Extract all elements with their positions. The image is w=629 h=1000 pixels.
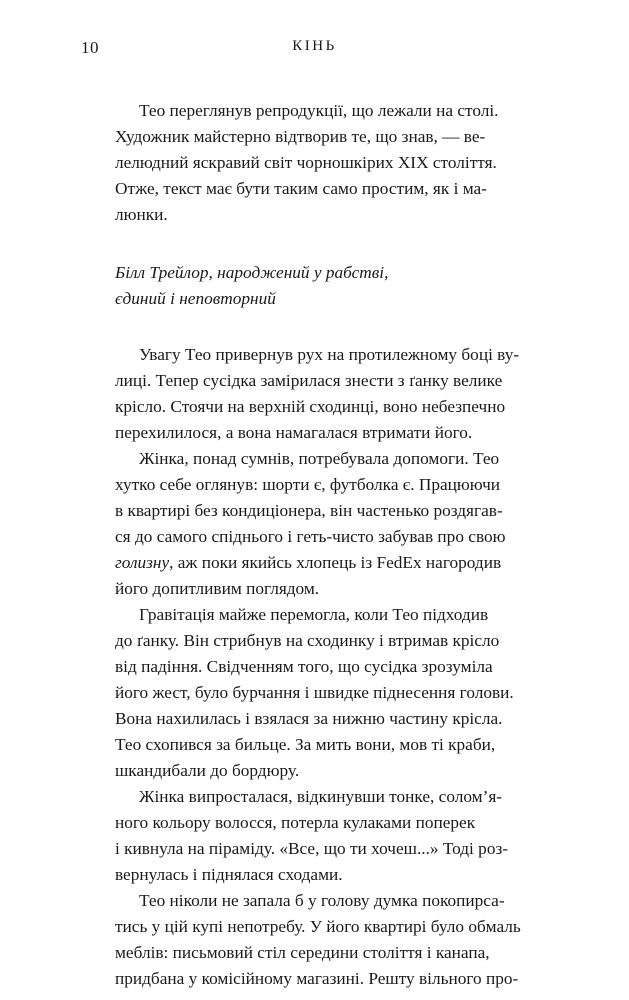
running-title: КІНЬ [292, 38, 337, 54]
page-header [81, 38, 548, 62]
paragraph-3-start: Жінка, понад сумнів, потребувала допомоги. Тео хутко себе оглянув: шорти є, футболка є. Працюючи в квартирі без кондиціонера, він частенько роздягав- ся до самого спіднього і геть-чисто забував про свою [115, 449, 506, 546]
paragraph-3 [115, 446, 547, 602]
emphasis-word: голизну [115, 553, 170, 572]
paragraph-3-end: , аж поки якийсь хлопець із FedEx нагородив його допитливим поглядом. [115, 553, 502, 598]
paragraph-4: Гравітація майже перемогла, коли Тео підходив до ґанку. Він стрибнув на сходинку і втримав крісло від падіння. Свідченням того, що сусідка зрозуміла його жест, було бурчання і швидке піднесення голови. Вона нахилилась і взялася за нижню частину крісла. Тео схопився за бильце. За мить вони, мов ті краби, шкандибали до бордюру. [115, 605, 514, 780]
paragraph-6: Тео ніколи не запала б у голову думка покопирса- тись у цій купі непотребу. У його квартирі було обмаль меблів: письмовий стіл середини століття і канапа, придбана у комісійному магазині. Решту вільного про- [115, 891, 521, 988]
paragraph-1: Тео переглянув репродукції, що лежали на столі. Художник майстерно відтворив те, що знав, — ве- лелюдний яскравий світ чорношкірих XIX століття. Отже, текст має бути таким само простим, як і ма- люнки. [115, 101, 499, 224]
page-number: 10 [81, 38, 99, 57]
epigraph: Білл Трейлор, народжений у рабстві, єдиний і неповторний [115, 263, 389, 308]
body-text [115, 98, 547, 992]
paragraph-2: Увагу Тео привернув рух на протилежному боці ву- лиці. Тепер сусідка замірилася знести з ґанку велике крісло. Стоячи на верхній сходинці, воно небезпечно перехилилося, а вона намагалася втримати його. [115, 345, 520, 442]
paragraph-5: Жінка випросталася, відкинувши тонке, солом’я- ного кольору волосся, потерла кулаками поперек і кивнула на піраміду. «Все, що ти хочеш...» Тоді роз- вернулась і піднялася сходами. [115, 787, 509, 884]
